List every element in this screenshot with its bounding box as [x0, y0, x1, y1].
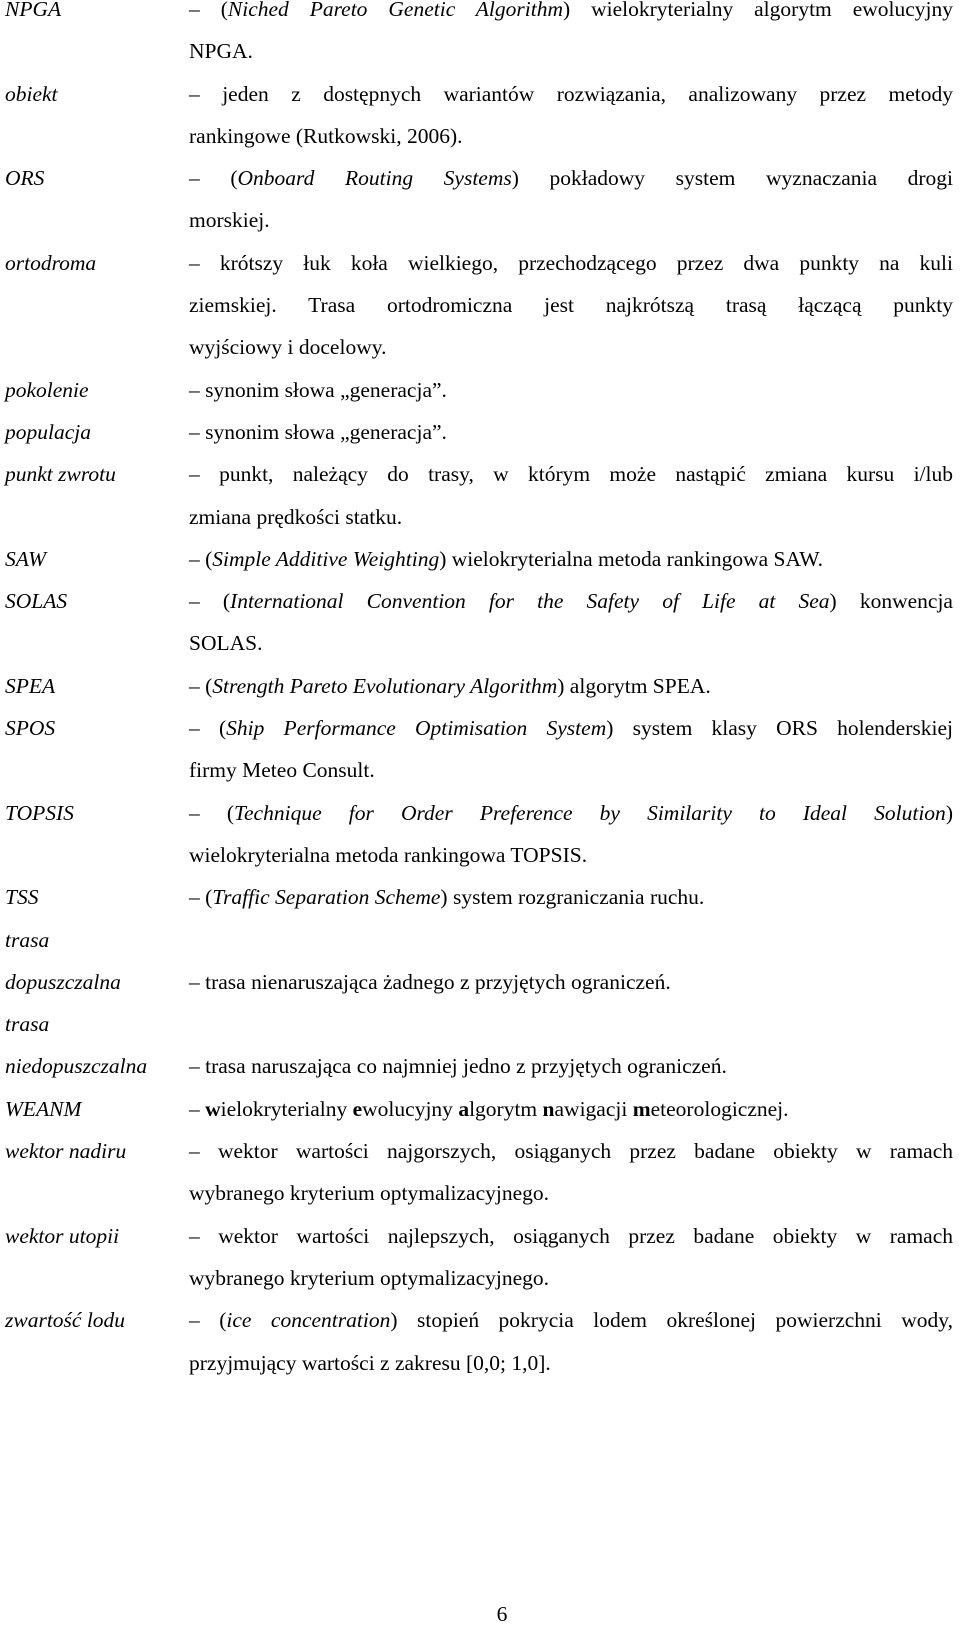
glossary-term — [5, 919, 189, 1004]
definition-line: wybranego kryterium optymalizacyjnego. — [189, 1181, 550, 1206]
definition-line: – wielokryterialny ewolucyjny algorytm nawigacji meteorologicznej. — [189, 1096, 789, 1121]
definition-line: ziemskiej. Trasa ortodromiczna jest najkrótszą trasą łączącą punkty — [189, 293, 953, 318]
glossary-definition — [189, 1088, 953, 1130]
definition-line: – trasa naruszająca co najmniej jedno z przyjętych ograniczeń. — [189, 1054, 727, 1079]
definition-line: – (Ship Performance Optimisation System) system klasy ORS holenderskiej — [189, 716, 953, 741]
definition-line: – synonim słowa „generacja”. — [189, 419, 447, 444]
glossary-list — [5, 0, 955, 1384]
glossary-term-line: niedopuszczalna — [5, 1054, 148, 1079]
definition-line: wielokryterialna metoda rankingowa TOPSIS. — [189, 842, 588, 867]
glossary-entry-populacja — [5, 411, 955, 453]
definition-line: – krótszy łuk koła wielkiego, przechodzącego przez dwa punkty na kuli — [189, 250, 953, 275]
glossary-term: wektor nadiru — [5, 1139, 127, 1164]
glossary-term-line: trasa — [5, 927, 50, 952]
glossary-definition — [189, 242, 953, 369]
glossary-entry-trasa-niedopuszczalna — [5, 1003, 955, 1088]
glossary-entry-weanm — [5, 1088, 955, 1130]
glossary-entry-topsis — [5, 792, 955, 877]
definition-line: – jeden z dostępnych wariantów rozwiązania, analizowany przez metody — [189, 81, 953, 106]
glossary-definition — [189, 580, 953, 665]
glossary-entry-ors — [5, 157, 955, 242]
glossary-term-line: dopuszczalna — [5, 969, 121, 994]
glossary-entry-trasa-dopuszczalna — [5, 919, 955, 1004]
glossary-term-line: trasa — [5, 1012, 50, 1037]
glossary-term: populacja — [5, 419, 91, 444]
glossary-term: SPOS — [5, 716, 56, 741]
glossary-entry-zwartosc-lodu — [5, 1299, 955, 1384]
definition-line: – wektor wartości najlepszych, osiąganych przez badane obiekty w ramach — [189, 1223, 953, 1248]
glossary-definition — [189, 0, 953, 73]
glossary-definition — [189, 792, 953, 877]
definition-line: – trasa nienaruszająca żadnego z przyjętych ograniczeń. — [189, 969, 671, 994]
glossary-definition — [189, 369, 953, 411]
glossary-definition — [189, 453, 953, 538]
glossary-definition — [189, 1299, 953, 1384]
definition-line: firmy Meteo Consult. — [189, 758, 375, 783]
glossary-term: obiekt — [5, 81, 58, 106]
definition-line — [189, 1003, 953, 1045]
definition-line: – (Onboard Routing Systems) pokładowy system wyznaczania drogi — [189, 166, 953, 191]
page-number: 6 — [496, 1602, 508, 1626]
definition-line: przyjmujący wartości z zakresu [0,0; 1,0]. — [189, 1350, 551, 1375]
glossary-entry-saw — [5, 538, 955, 580]
definition-line: morskiej. — [189, 208, 270, 233]
glossary-entry-spos — [5, 707, 955, 792]
glossary-entry-wektor-nadiru — [5, 1130, 955, 1215]
definition-line: – synonim słowa „generacja”. — [189, 377, 447, 402]
glossary-definition — [189, 538, 953, 580]
glossary-term: pokolenie — [5, 377, 89, 402]
glossary-entry-obiekt — [5, 73, 955, 158]
glossary-entry-tss — [5, 876, 955, 918]
definition-line: zmiana prędkości statku. — [189, 504, 403, 529]
glossary-definition — [189, 707, 953, 792]
glossary-term: SAW — [5, 546, 46, 571]
glossary-term: SOLAS — [5, 589, 68, 614]
glossary-entry-wektor-utopii — [5, 1215, 955, 1300]
definition-line: rankingowe (Rutkowski, 2006). — [189, 123, 463, 148]
glossary-term: wektor utopii — [5, 1223, 120, 1248]
definition-line: wyjściowy i docelowy. — [189, 335, 387, 360]
glossary-term: TSS — [5, 885, 39, 910]
glossary-entry-pokolenie — [5, 369, 955, 411]
glossary-entry-spea — [5, 665, 955, 707]
glossary-term: ORS — [5, 166, 45, 191]
glossary-definition — [189, 876, 953, 918]
definition-line: NPGA. — [189, 39, 253, 64]
glossary-entry-solas — [5, 580, 955, 665]
definition-line: wybranego kryterium optymalizacyjnego. — [189, 1265, 550, 1290]
definition-line: – punkt, należący do trasy, w którym może nastąpić zmiana kursu i/lub — [189, 462, 953, 487]
glossary-definition — [189, 919, 953, 1004]
glossary-term: ortodroma — [5, 250, 97, 275]
glossary-term: zwartość lodu — [5, 1308, 126, 1333]
definition-line: – (Simple Additive Weighting) wielokryterialna metoda rankingowa SAW. — [189, 546, 823, 571]
glossary-definition — [189, 157, 953, 242]
glossary-definition — [189, 1130, 953, 1215]
definition-line: – (Traffic Separation Scheme) system rozgraniczania ruchu. — [189, 885, 705, 910]
definition-line: – (Strength Pareto Evolutionary Algorithm) algorytm SPEA. — [189, 673, 711, 698]
glossary-entry-ortodroma — [5, 242, 955, 369]
glossary-definition — [189, 411, 953, 453]
glossary-term: NPGA — [5, 0, 62, 21]
definition-line: – wektor wartości najgorszych, osiąganych przez badane obiekty w ramach — [189, 1139, 953, 1164]
glossary-term: punkt zwrotu — [5, 462, 116, 487]
glossary-definition — [189, 665, 953, 707]
glossary-entry-punkt-zwrotu — [5, 453, 955, 538]
glossary-term: SPEA — [5, 673, 56, 698]
glossary-definition — [189, 1215, 953, 1300]
glossary-term: TOPSIS — [5, 800, 74, 825]
definition-line: – (Technique for Order Preference by Similarity to Ideal Solution) — [189, 800, 953, 825]
definition-line: – (Niched Pareto Genetic Algorithm) wielokryterialny algorytm ewolucyjny — [189, 0, 954, 21]
glossary-term — [5, 1003, 189, 1088]
glossary-term: WEANM — [5, 1096, 82, 1121]
glossary-entry-npga — [5, 0, 955, 73]
definition-line: – (International Convention for the Safety of Life at Sea) konwencja — [189, 589, 953, 614]
definition-line — [189, 919, 953, 961]
definition-line: SOLAS. — [189, 631, 263, 656]
glossary-definition — [189, 73, 953, 158]
glossary-definition — [189, 1003, 953, 1088]
definition-line: – (ice concentration) stopień pokrycia lodem określonej powierzchni wody, — [189, 1308, 953, 1333]
